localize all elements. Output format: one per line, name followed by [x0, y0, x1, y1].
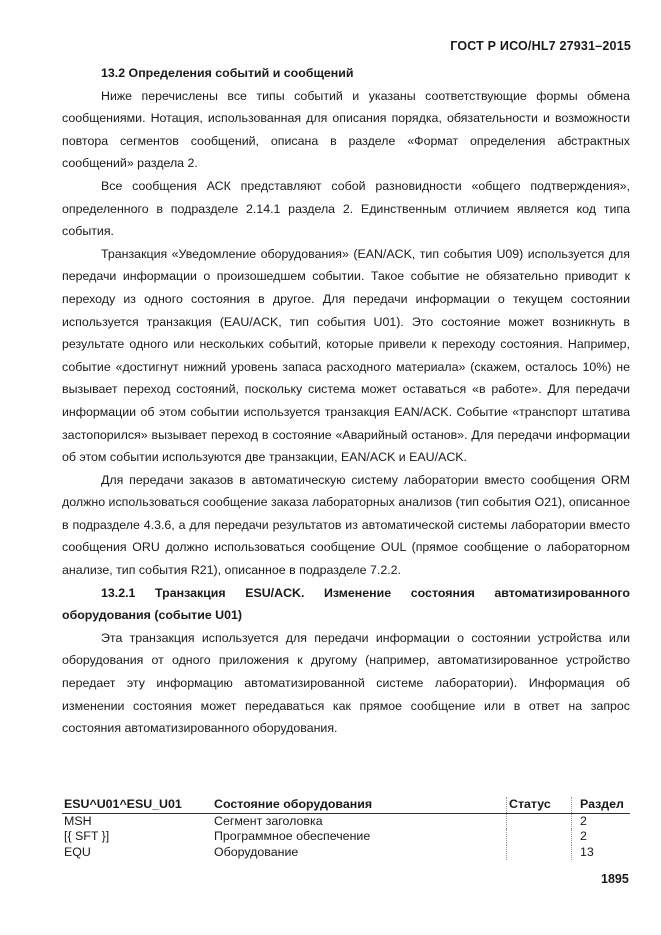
paragraph-3: Транзакция «Уведомление оборудования» (EAN/ACK, тип события U09) используется для передачи информации о произошедшем событии. Такое событие не обязательно приводит к переходу из одного состояния в другое. Для передачи информации о текущем состоянии используется транзакция (EAU/ACK, тип события U01). Это состояние может возникнуть в результате одного или нескольких событий, которые привели к переходу состояния. Например, событие «достигнут нижний уровень запаса расходного материала» (скажем, осталось 10%) не вызывает переход состояний, поскольку система может оставаться «в работе». Для передачи информации об этом событии используется транзакция EAN/ACK. Событие «транспорт штатива застопорился» вызывает переход в состояние «Аварийный останов». Для передачи информации об этом событии используются две транзакции, EAN/ACK и EAU/ACK. — [62, 246, 630, 465]
segment-section: 2 — [572, 829, 631, 845]
paragraph-2: Все сообщения АСК представляют собой разновидности «общего подтверждения», определенного в подразделе 2.14.1 раздела 2. Единственным отличием является код типа события. — [62, 178, 630, 239]
segment-description: Оборудование — [214, 844, 299, 859]
header-section: Раздел — [572, 797, 631, 813]
table-row — [62, 813, 630, 829]
subsection-heading: 13.2.1 Транзакция ESU/ACK. Изменение состояния автоматизированного оборудования (событие U01) — [62, 585, 630, 623]
header-status: Статус — [507, 797, 572, 813]
document-body — [62, 62, 630, 740]
paragraph-1: Ниже перечислены все типы событий и указаны соответствующие формы обмена сообщениями. Нотация, использованная для описания порядка, обязательности и возможности повтора сегментов сообщений, описана в разделе «Формат определения абстрактных сообщений» раздела 2. — [62, 88, 630, 171]
segment-description: Сегмент заголовка — [214, 813, 323, 828]
paragraph-4: Для передачи заказов в автоматическую систему лаборатории вместо сообщения ORM должно использоваться сообщение заказа лабораторных анализов (тип события O21), описанное в подразделе 4.3.6, а для передачи результатов из автоматической системы лаборатории вместо сообщения ORU должно использоваться сообщение OUL (прямое сообщение о лабораторном анализе, тип события R21), описанное в подразделе 7.2.2. — [62, 472, 630, 578]
section-heading: 13.2 Определения событий и сообщений — [101, 66, 354, 80]
message-structure-table — [62, 797, 630, 860]
header-description: Состояние оборудования — [212, 797, 507, 813]
segment-status — [507, 845, 572, 861]
segment-section: 2 — [572, 813, 631, 829]
segment-status — [507, 813, 572, 829]
segment-description: Программное обеспечение — [214, 829, 371, 843]
page-number: 1895 — [601, 872, 629, 886]
segment-code: MSH — [64, 813, 92, 828]
segment-section: 13 — [572, 845, 631, 861]
subsection-paragraph: Эта транзакция используется для передачи информации о состоянии устройства или оборудования от одного приложения к другому (например, автоматизированное устройство передает эту информацию автоматизированной системе лаборатории). Информация об изменении состояния может передаваться как прямое сообщение или в ответ на запрос состояния автоматизированного оборудования. — [62, 630, 630, 736]
segment-status — [507, 829, 572, 845]
header-message: ESU^U01^ESU_U01 — [62, 797, 212, 813]
segment-code: [{ SFT }] — [64, 829, 110, 843]
segment-code: EQU — [64, 844, 91, 859]
table-row — [62, 829, 630, 845]
table-row — [62, 845, 630, 861]
table-header-row — [62, 797, 630, 813]
standard-header: ГОСТ Р ИСО/HL7 27931–2015 — [450, 39, 631, 53]
